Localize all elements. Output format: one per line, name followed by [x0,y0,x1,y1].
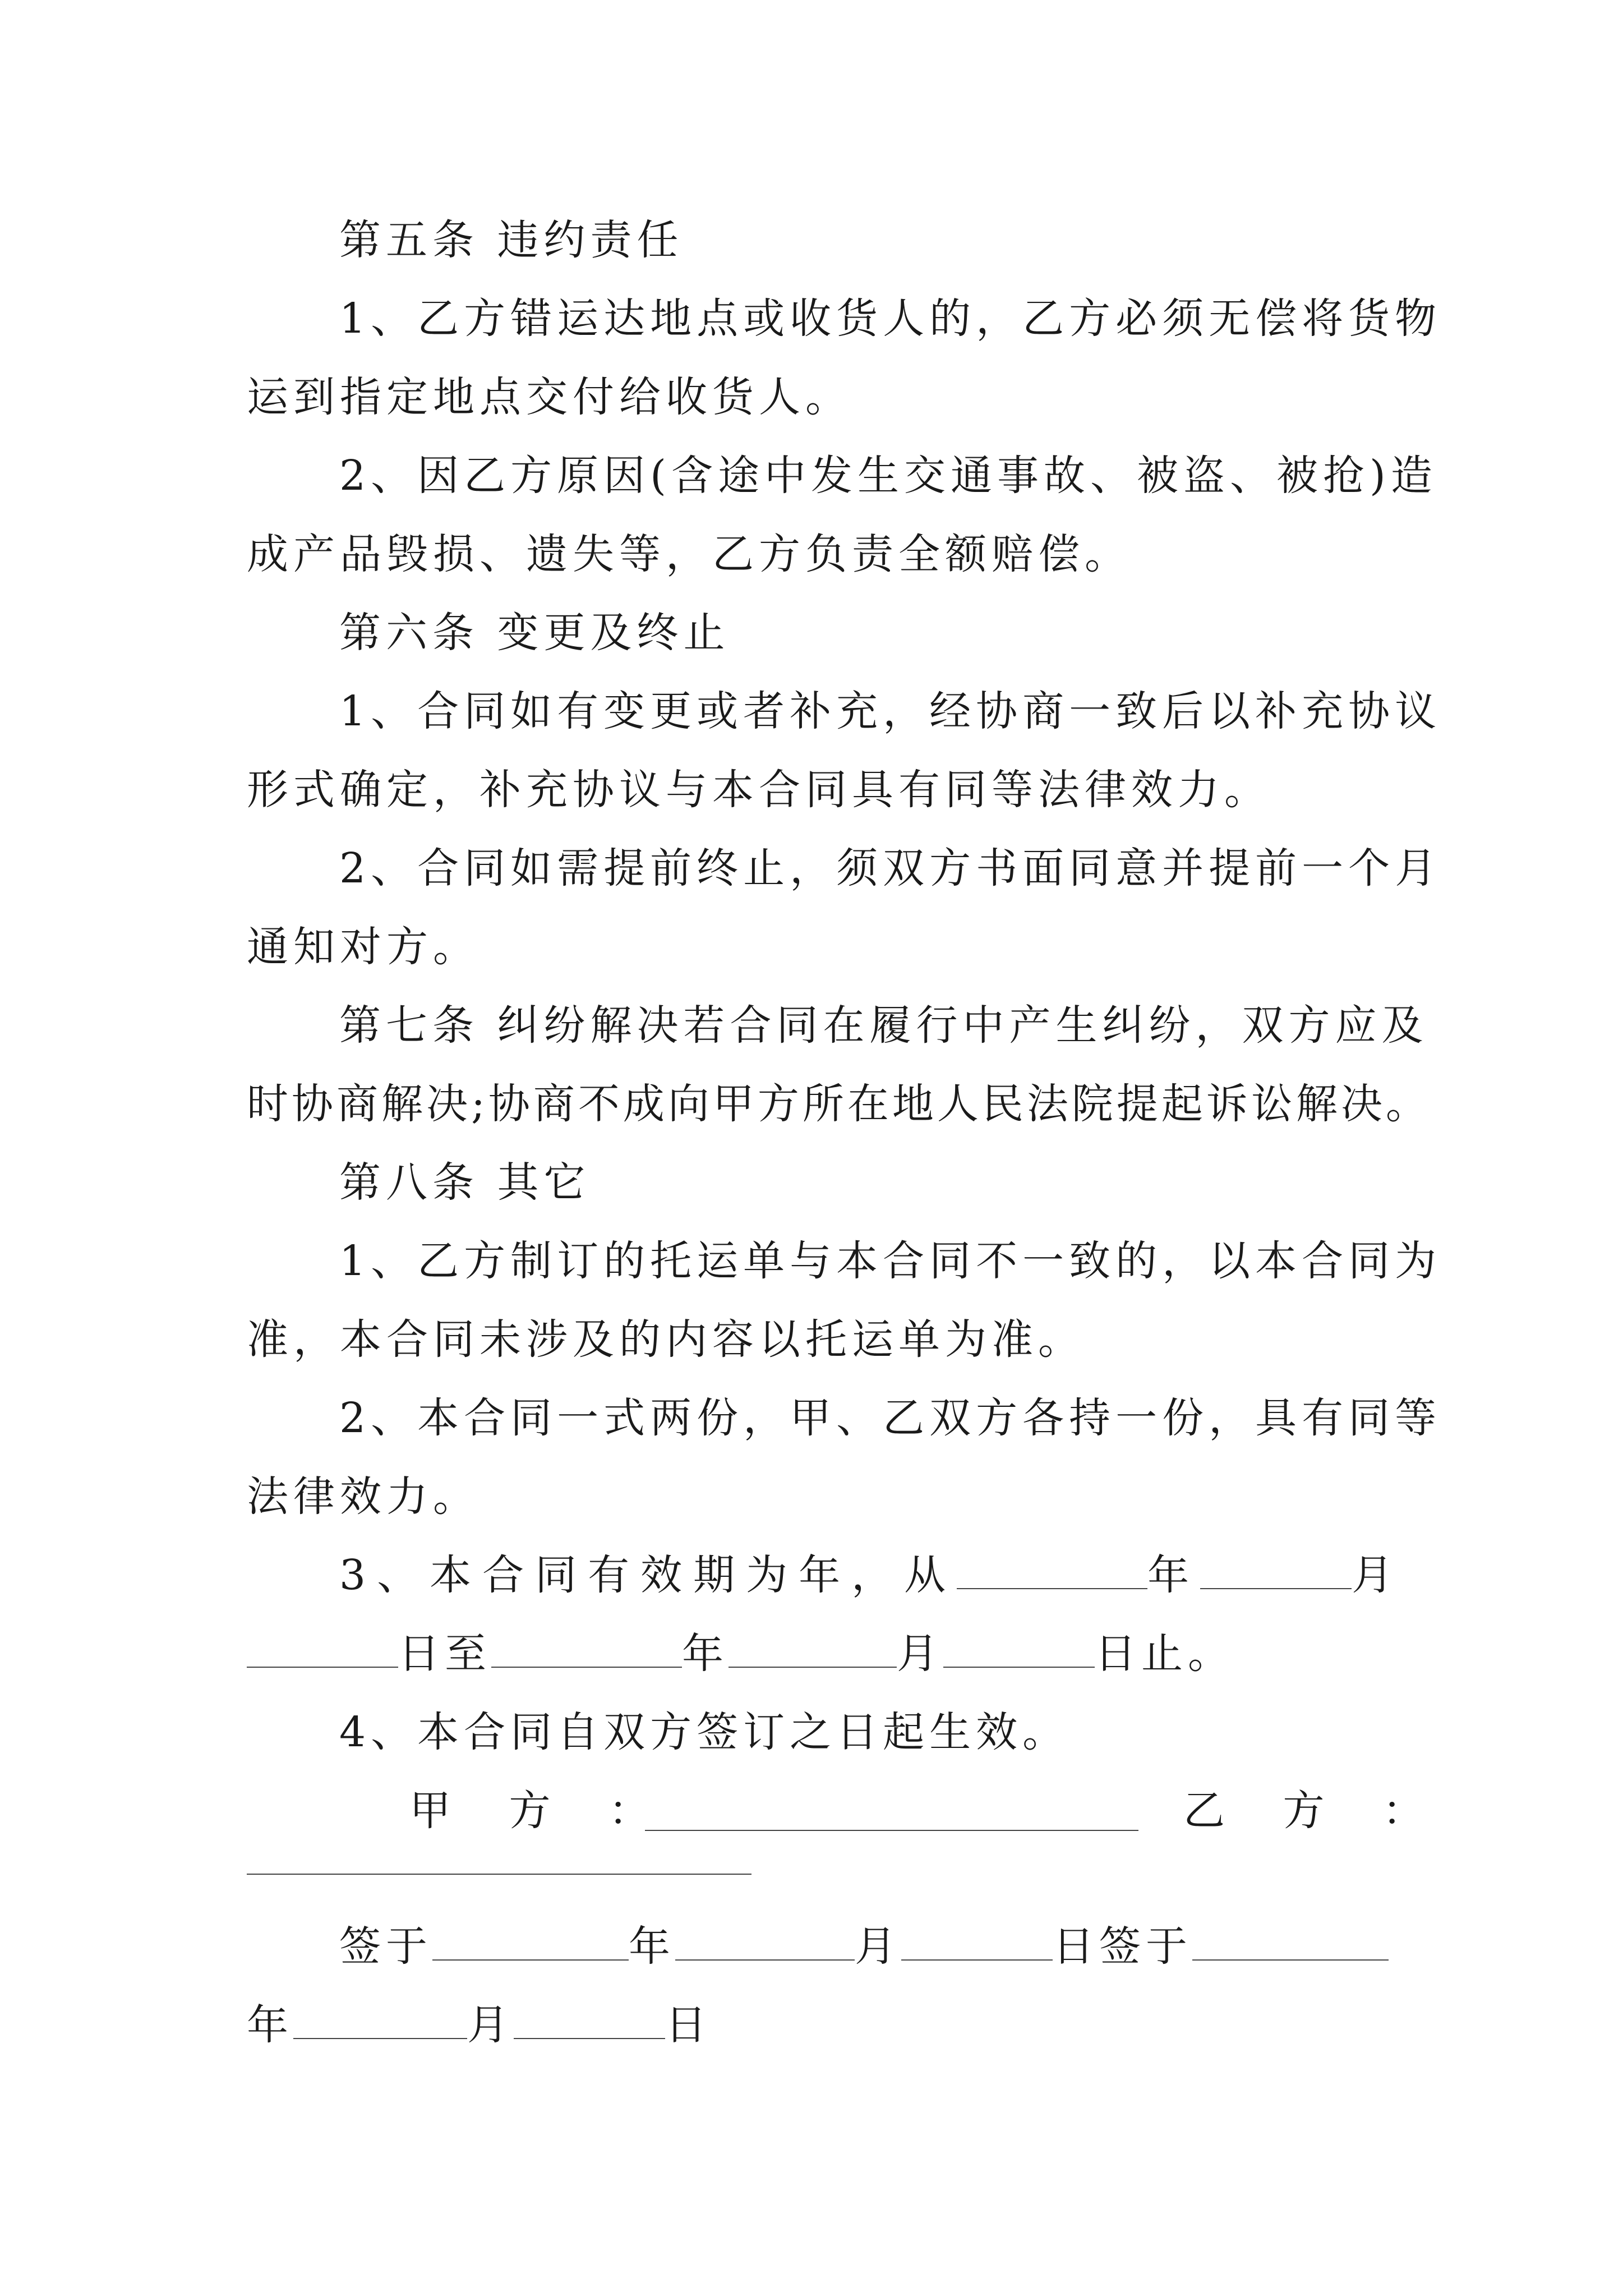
day-signed-at-label: 日签于 [1053,1922,1192,1971]
signed-at-label: 签于 [339,1922,432,1971]
blank-field [491,1627,682,1668]
paragraph-line: 运到指定地点交付给收货人。 [247,373,852,421]
article-8-heading: 第八条 其它 [339,1158,591,1207]
blank-field [293,1999,467,2039]
party-a-label: 甲 方 ： [409,1787,673,1835]
article-6-heading: 第六条 变更及终止 [339,609,730,657]
article-5-heading: 第五条 违约责任 [339,216,684,264]
validity-line-2 [247,1626,1234,1682]
blank-field [1200,1549,1352,1589]
paragraph-line: 准，本合同未涉及的内容以托运单为准。 [247,1315,1085,1364]
blank-field [957,1549,1147,1589]
month-label: 月 [855,1922,901,1971]
month-label: 月 [897,1630,943,1678]
signed-at-line-2 [247,1997,712,2053]
validity-line-1 [339,1547,1404,1603]
month-label: 月 [467,2001,514,2049]
article-7-heading: 第七条 纠纷解决若合同在履行中产生纠纷，双方应及 [339,1001,1428,1050]
blank-field [943,1627,1095,1668]
validity-text: 3、本合同有效期为年，从 [339,1551,957,1599]
day-to-label: 日至 [398,1630,491,1678]
month-label: 月 [1352,1551,1405,1599]
day-end-label: 日止。 [1095,1630,1234,1678]
paragraph-line: 2、合同如需提前终止，须双方书面同意并提前一个月 [339,844,1442,892]
signed-at-line-1 [339,1918,1389,1975]
effective-clause: 4、本合同自双方签订之日起生效。 [339,1708,1069,1756]
year-label: 年 [682,1630,728,1678]
blank-field [1192,1920,1389,1961]
paragraph-line: 成产品毁损、遗失等，乙方负责全额赔偿。 [247,530,1131,578]
paragraph-line: 形式确定，补充协议与本合同具有同等法律效力。 [247,766,1271,814]
paragraph-line: 1、合同如有变更或者补充，经协商一致后以补充协议 [339,687,1442,735]
paragraph-line: 2、本合同一式两份，甲、乙双方各持一份，具有同等 [339,1394,1442,1442]
paragraph-line: 1、乙方错运达地点或收货人的，乙方必须无偿将货物 [339,295,1442,343]
party-a-signature-line [645,1830,1138,1831]
year-label: 年 [1147,1551,1201,1599]
paragraph-line: 法律效力。 [247,1473,479,1521]
blank-field [432,1920,629,1961]
year-label: 年 [247,2001,293,2049]
party-b-signature-line [247,1874,751,1875]
paragraph-line: 1、乙方制订的托运单与本合同不一致的，以本合同为 [339,1237,1442,1285]
day-label: 日 [665,2001,712,2049]
blank-field [675,1920,855,1961]
blank-field [901,1920,1053,1961]
blank-field [728,1627,897,1668]
blank-field [514,1999,665,2039]
paragraph-line: 通知对方。 [247,923,479,971]
paragraph-line: 时协商解决;协商不成向甲方所在地人民法院提起诉讼解决。 [247,1080,1431,1128]
year-label: 年 [629,1922,675,1971]
party-b-label: 乙 方 ： [1183,1787,1447,1835]
paragraph-line: 2、因乙方原因(含途中发生交通事故、被盗、被抢)造 [339,452,1437,500]
blank-field [247,1627,398,1668]
